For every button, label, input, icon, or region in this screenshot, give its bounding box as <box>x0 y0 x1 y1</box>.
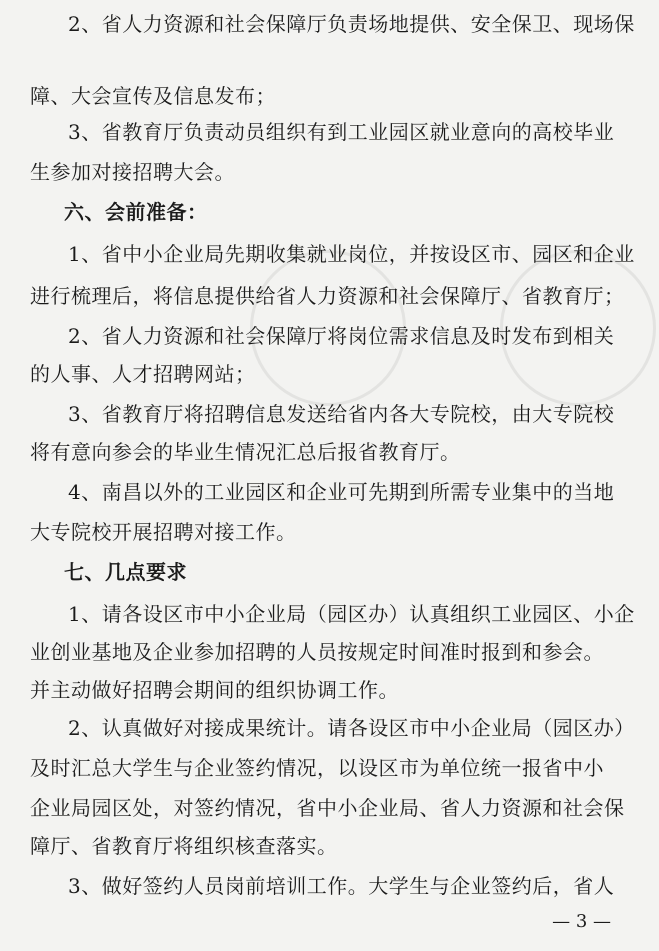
paragraph-line: 4、南昌以外的工业园区和企业可先期到所需专业集中的当地 <box>68 480 615 504</box>
section-heading: 七、几点要求 <box>64 560 187 584</box>
paragraph-line: 3、省教育厅负责动员组织有到工业园区就业意向的高校毕业 <box>68 120 615 144</box>
paragraph-line: 并主动做好招聘会期间的组织协调工作。 <box>30 678 399 702</box>
paragraph-line: 进行梳理后，将信息提供给省人力资源和社会保障厅、省教育厅； <box>30 284 625 308</box>
paragraph-line: 3、做好签约人员岗前培训工作。大学生与企业签约后，省人 <box>68 874 615 898</box>
paragraph-line: 生参加对接招聘大会。 <box>30 160 235 184</box>
paragraph-line: 2、认真做好对接成果统计。请各设区市中小企业局（园区办） <box>68 716 635 740</box>
paragraph-line: 业创业基地及企业参加招聘的人员按规定时间准时报到和参会。 <box>30 640 604 664</box>
paragraph-line: 障、大会宣传及信息发布； <box>30 84 276 108</box>
paragraph-line: 2、省人力资源和社会保障厅将岗位需求信息及时发布到相关 <box>68 324 615 348</box>
paragraph-line: 的人事、人才招聘网站； <box>30 362 256 386</box>
paragraph-line: 将有意向参会的毕业生情况汇总后报省教育厅。 <box>30 440 461 464</box>
paragraph-line: 大专院校开展招聘对接工作。 <box>30 520 297 544</box>
paragraph-line: 2、省人力资源和社会保障厅负责场地提供、安全保卫、现场保 <box>68 12 635 36</box>
paragraph-line: 1、请各设区市中小企业局（园区办）认真组织工业园区、小企 <box>68 602 635 626</box>
paragraph-line: 1、省中小企业局先期收集就业岗位，并按设区市、园区和企业 <box>68 242 635 266</box>
paragraph-line: 障厅、省教育厅将组织核查落实。 <box>30 834 338 858</box>
paragraph-line: 3、省教育厅将招聘信息发送给省内各大专院校，由大专院校 <box>68 402 615 426</box>
paragraph-line: 及时汇总大学生与企业签约情况，以设区市为单位统一报省中小 <box>30 756 604 780</box>
page-number: — 3 — <box>552 911 611 932</box>
paragraph-line: 企业局园区处，对签约情况，省中小企业局、省人力资源和社会保 <box>30 796 625 820</box>
section-heading: 六、会前准备： <box>64 200 208 224</box>
